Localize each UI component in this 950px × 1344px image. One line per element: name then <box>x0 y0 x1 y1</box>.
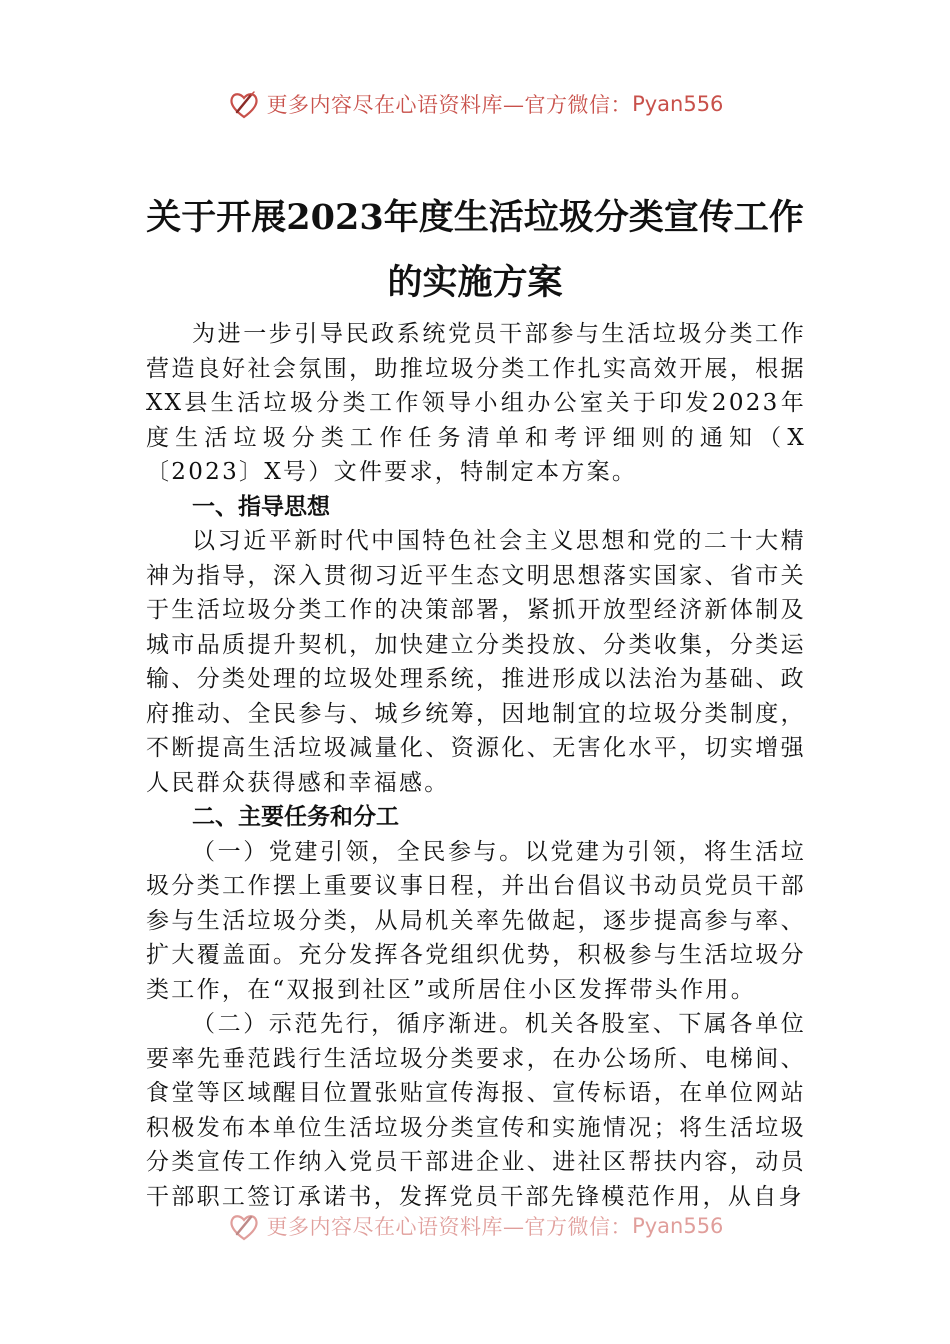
heart-pen-logo-icon <box>227 1209 261 1243</box>
watermark-wechat-id-footer: Pyan556 <box>632 1214 724 1238</box>
document-title-line-2: 的实施方案 <box>387 262 563 303</box>
section-heading-guiding-ideology: 一、指导思想 <box>192 493 330 520</box>
section-heading-main-tasks: 二、主要任务和分工 <box>192 804 399 830</box>
intro-paragraph: 为进一步引导民政系统党员干部参与生活垃圾分类工作营造良好社会氛围，助推垃圾分类工作扎实高效开展，根据XX县生活垃圾分类工作领导小组办公室关于印发2023年度生活垃圾分类工作任务清单和考评细则的通知（X〔2023〕X号）文件要求，特制定本方案。 <box>146 321 806 485</box>
document-title-line-1: 关于开展2023年度生活垃圾分类宣传工作 <box>146 197 804 238</box>
document-body <box>146 317 806 1214</box>
task-item-1-paragraph: （一）党建引领，全民参与。以党建为引领，将生活垃圾分类工作摆上重要议事日程，并出台倡议书动员党员干部参与生活垃圾分类，从局机关率先做起，逐步提高参与率、扩大覆盖面。充分发挥各党组织优势，积极参与生活垃圾分类工作，在“双报到社区”或所居住小区发挥带头作用。 <box>146 838 806 1003</box>
watermark-text-footer: 更多内容尽在心语资料库—官方微信： <box>266 1215 633 1239</box>
watermark-footer <box>0 1206 950 1246</box>
watermark-header <box>0 84 950 124</box>
heart-pen-logo-icon <box>227 87 261 121</box>
task-item-2-paragraph: （二）示范先行，循序渐进。机关各股室、下属各单位要率先垂范践行生活垃圾分类要求，在办公场所、电梯间、食堂等区域醒目位置张贴宣传海报、宣传标语，在单位网站积极发布本单位生活垃圾分类宣传和实施情况；将生活垃圾分类宣传工作纳入党员干部进企业、进社区帮扶内容，动员干部职工签订承诺书，发挥党员干部先锋模范作用，从自身 <box>146 1011 806 1210</box>
watermark-wechat-id: Pyan556 <box>632 92 724 116</box>
guiding-ideology-paragraph: 以习近平新时代中国特色社会主义思想和党的二十大精神为指导，深入贯彻习近平生态文明思想落实国家、省市关于生活垃圾分类工作的决策部署，紧抓开放型经济新体制及城市品质提升契机，加快建立分类投放、分类收集，分类运输、分类处理的垃圾处理系统，推进形成以法治为基础、政府推动、全民参与、城乡统筹，因地制宜的垃圾分类制度，不断提高生活垃圾减量化、资源化、无害化水平，切实增强人民群众获得感和幸福感。 <box>146 528 806 796</box>
watermark-text: 更多内容尽在心语资料库—官方微信： <box>266 93 633 117</box>
